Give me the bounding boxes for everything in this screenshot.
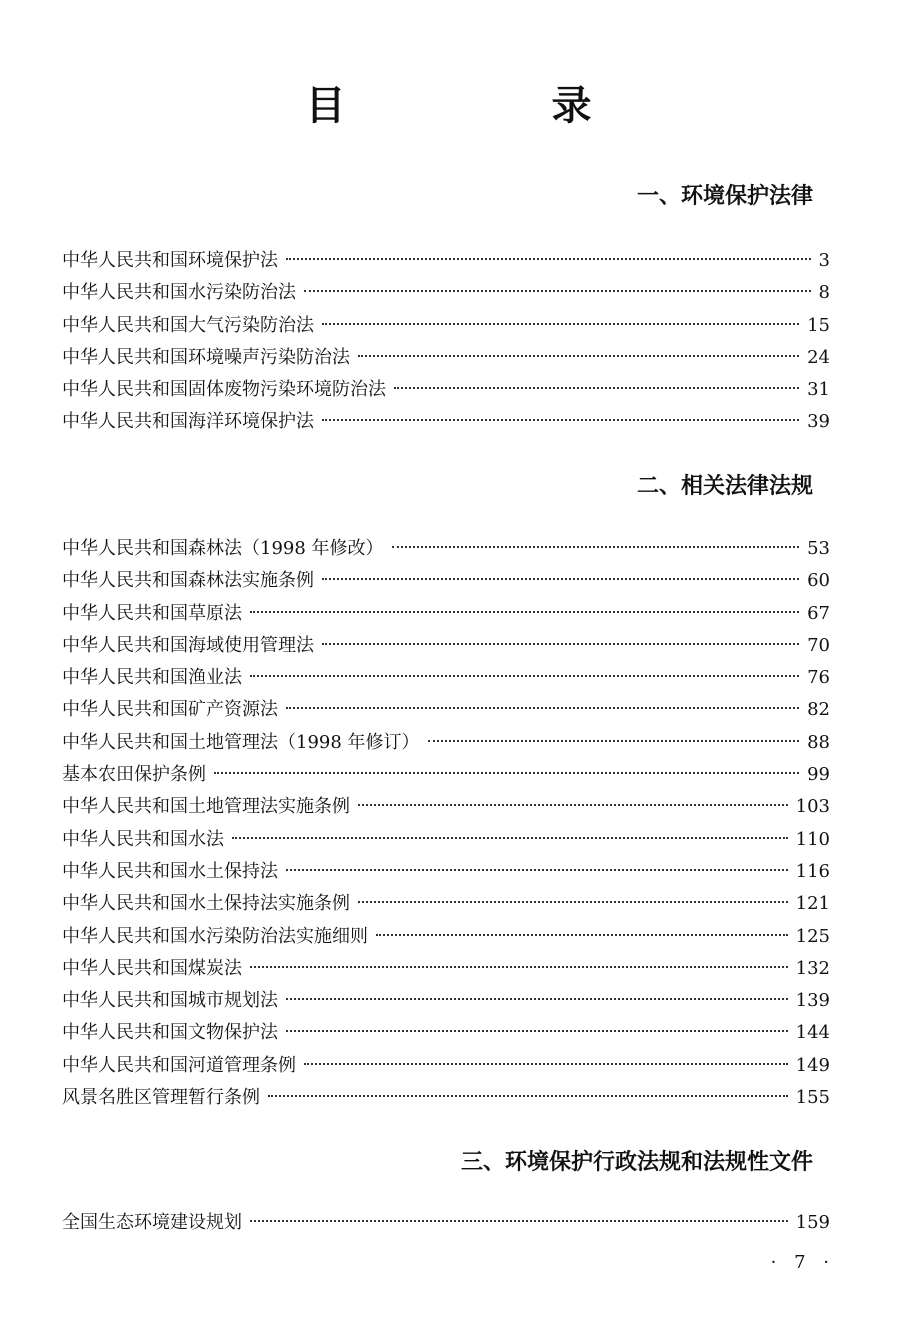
toc-dot-leader [286, 258, 811, 260]
toc-dot-leader [268, 1095, 788, 1097]
toc-entry-title: 中华人民共和国固体废物污染环境防治法 [62, 379, 386, 401]
toc-dot-leader [286, 707, 799, 709]
toc-entry-title: 中华人民共和国森林法实施条例 [62, 570, 314, 592]
toc-dot-leader [322, 323, 799, 325]
toc-entry-page: 15 [807, 314, 830, 336]
toc-dot-leader [286, 869, 788, 871]
toc-dot-leader [358, 355, 799, 357]
toc-entry-title: 中华人民共和国城市规划法 [62, 990, 278, 1012]
toc-entry[interactable] [62, 825, 830, 857]
toc-entry[interactable] [62, 857, 830, 889]
toc-entry-page: 60 [807, 570, 830, 592]
section-heading-2: 二、相关法律法规 [636, 474, 813, 499]
toc-entry[interactable] [62, 792, 830, 824]
toc-entry-title: 中华人民共和国环境噪声污染防治法 [62, 346, 350, 368]
toc-entry-title: 中华人民共和国森林法（1998 年修改） [62, 538, 384, 559]
toc-entry-title: 风景名胜区管理暂行条例 [62, 1087, 260, 1109]
toc-list-section-3 [62, 1208, 830, 1240]
toc-entry-title: 中华人民共和国水土保持法实施条例 [62, 893, 350, 915]
toc-entry-title: 中华人民共和国草原法 [62, 602, 242, 624]
toc-dot-leader [358, 901, 788, 903]
toc-list-section-1 [62, 246, 830, 440]
toc-entry-page: 103 [795, 796, 830, 818]
toc-entry[interactable] [62, 1018, 830, 1050]
toc-entry-page: 3 [818, 250, 830, 271]
toc-entry-page: 99 [807, 764, 830, 786]
toc-entry-page: 159 [795, 1212, 830, 1233]
toc-entry-title: 中华人民共和国水土保持法 [62, 860, 278, 882]
toc-entry[interactable] [62, 728, 830, 760]
toc-entry-title: 中华人民共和国煤炭法 [62, 957, 242, 979]
toc-entry-page: 110 [795, 828, 830, 850]
toc-entry[interactable] [62, 889, 830, 921]
toc-entry[interactable] [62, 695, 830, 727]
toc-entry[interactable] [62, 246, 830, 278]
toc-entry[interactable] [62, 1208, 830, 1240]
toc-entry-title: 全国生态环境建设规划 [62, 1212, 242, 1233]
toc-entry[interactable] [62, 311, 830, 343]
toc-entry-page: 149 [795, 1054, 830, 1076]
toc-dot-leader [250, 611, 799, 613]
toc-dot-leader [392, 546, 800, 548]
toc-entry-page: 82 [807, 699, 830, 721]
toc-entry-title: 基本农田保护条例 [62, 764, 206, 786]
toc-entry-page: 139 [795, 990, 830, 1012]
page-number: · 7 · [770, 1252, 835, 1273]
toc-entry-title: 中华人民共和国海洋环境保护法 [62, 411, 314, 433]
toc-entry-title: 中华人民共和国水污染防治法实施细则 [62, 925, 368, 947]
toc-entry-page: 31 [807, 379, 830, 401]
toc-entry[interactable] [62, 375, 830, 407]
toc-entry-title: 中华人民共和国水法 [62, 828, 224, 850]
toc-entry[interactable] [62, 599, 830, 631]
toc-dot-leader [322, 643, 799, 645]
toc-entry-title: 中华人民共和国渔业法 [62, 667, 242, 689]
toc-entry-page: 116 [795, 860, 830, 882]
toc-dot-leader [376, 934, 788, 936]
toc-entry-title: 中华人民共和国环境保护法 [62, 250, 278, 271]
toc-entry-title: 中华人民共和国土地管理法（1998 年修订） [62, 731, 420, 753]
toc-entry[interactable] [62, 278, 830, 310]
section-heading-3: 三、环境保护行政法规和法规性文件 [460, 1150, 813, 1175]
toc-dot-leader [322, 419, 799, 421]
section-heading-1: 一、环境保护法律 [636, 184, 813, 209]
toc-entry-title: 中华人民共和国水污染防治法 [62, 282, 296, 304]
toc-dot-leader [322, 578, 799, 580]
toc-entry[interactable] [62, 954, 830, 986]
toc-entry[interactable] [62, 566, 830, 598]
toc-entry-page: 76 [807, 667, 830, 689]
toc-entry[interactable] [62, 407, 830, 439]
toc-entry[interactable] [62, 986, 830, 1018]
page-title: 目 录 [305, 83, 688, 129]
toc-entry[interactable] [62, 1083, 830, 1115]
toc-dot-leader [304, 1063, 788, 1065]
toc-dot-leader [394, 387, 799, 389]
toc-entry-title: 中华人民共和国海域使用管理法 [62, 634, 314, 656]
toc-entry[interactable] [62, 343, 830, 375]
toc-entry-page: 121 [795, 893, 830, 915]
toc-entry-page: 24 [807, 346, 830, 368]
toc-entry-title: 中华人民共和国文物保护法 [62, 1022, 278, 1044]
toc-entry-title: 中华人民共和国河道管理条例 [62, 1054, 296, 1076]
toc-list-section-2 [62, 534, 830, 1115]
toc-entry-page: 88 [807, 731, 830, 753]
toc-entry-page: 67 [807, 602, 830, 624]
toc-entry-page: 70 [807, 634, 830, 656]
toc-dot-leader [286, 1030, 788, 1032]
toc-entry-title: 中华人民共和国土地管理法实施条例 [62, 796, 350, 818]
toc-entry-page: 155 [795, 1087, 830, 1109]
toc-dot-leader [250, 966, 788, 968]
toc-entry-title: 中华人民共和国矿产资源法 [62, 699, 278, 721]
toc-entry-page: 8 [818, 282, 830, 304]
toc-entry-page: 144 [795, 1022, 830, 1044]
toc-entry[interactable] [62, 760, 830, 792]
toc-dot-leader [286, 998, 788, 1000]
toc-entry[interactable] [62, 922, 830, 954]
toc-dot-leader [428, 740, 800, 742]
toc-dot-leader [304, 290, 811, 292]
toc-dot-leader [232, 837, 788, 839]
toc-entry-page: 132 [795, 957, 830, 979]
toc-dot-leader [214, 772, 799, 774]
toc-entry-page: 39 [807, 411, 830, 433]
toc-dot-leader [358, 804, 788, 806]
toc-entry-page: 125 [795, 925, 830, 947]
toc-entry[interactable] [62, 534, 830, 566]
toc-entry-page: 53 [807, 538, 830, 559]
toc-entry-title: 中华人民共和国大气污染防治法 [62, 314, 314, 336]
toc-entry[interactable] [62, 1051, 830, 1083]
toc-dot-leader [250, 1220, 788, 1222]
toc-entry[interactable] [62, 663, 830, 695]
toc-entry[interactable] [62, 631, 830, 663]
toc-dot-leader [250, 675, 799, 677]
